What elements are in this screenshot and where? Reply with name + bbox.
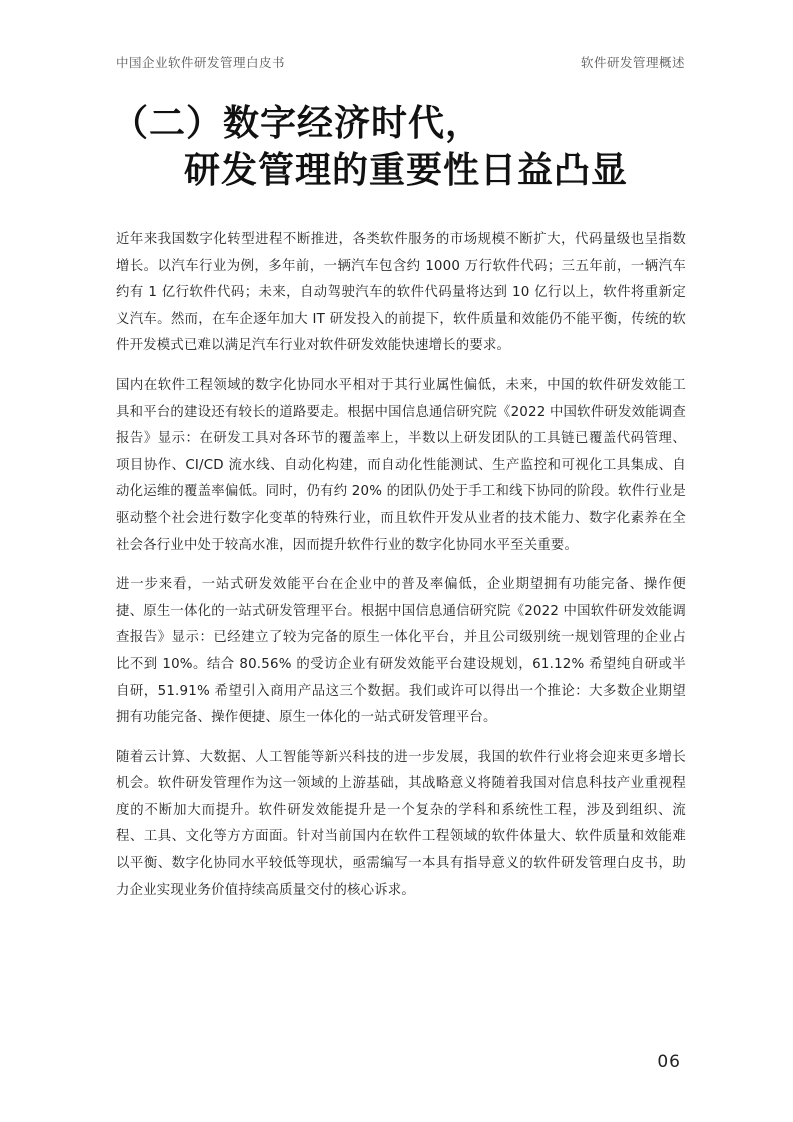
section-title-line-1: （二）数字经济时代，: [112, 103, 483, 144]
paragraph-1: 近年来我国数字化转型进程不断推进，各类软件服务的市场规模不断扩大，代码量级也呈指数增长。以汽车行业为例，多年前，一辆汽车包含约 1000 万行软件代码；三五年前，一辆汽车约有 1 亿行软件代码；未来，自动驾驶汽车的软件代码量将达到 10 亿行以上，软件将重新定义汽车。然而，在车企逐年加大 IT 研发投入的前提下，软件质量和效能仍不能平衡，传统的软件开发模式已难以满足汽车行业对软件研发效能快速增长的要求。: [116, 232, 686, 354]
paragraph-3: 进一步来看，一站式研发效能平台在企业中的普及率偏低，企业期望拥有功能完备、操作便捷、原生一体化的一站式研发管理平台。根据中国信息通信研究院《2022 中国软件研发效能调查报告》显示：已经建立了较为完备的原生一体化平台，并且公司级别统一规划管理的企业占比不到 10%。结合 80.56% 的受访企业有研发效能平台建设规划，61.12% 希望纯自研或半自研，51.91% 希望引入商用产品这三个数据。我们或许可以得出一个推论：大多数企业期望拥有功能完备、操作便捷、原生一体化的一站式研发管理平台。: [116, 577, 686, 726]
paragraph-2: 国内在软件工程领域的数字化协同水平相对于其行业属性偏低，未来，中国的软件研发效能工具和平台的建设还有较长的道路要走。根据中国信息通信研究院《2022 中国软件研发效能调查报告》显示：在研发工具对各环节的覆盖率上，半数以上研发团队的工具链已覆盖代码管理、项目协作、CI/CD 流水线、自动化构建，而自动化性能测试、生产监控和可视化工具集成、自动化运维的覆盖率偏低。同时，仍有约 20% 的团队仍处于手工和线下协同的阶段。软件行业是驱动整个社会进行数字化变革的特殊行业，而且软件开发从业者的技术能力、数字化素养在全社会各行业中处于较高水准，因而提升软件行业的数字化协同水平至关重要。: [116, 377, 686, 553]
header-document-title: 中国企业软件研发管理白皮书: [116, 55, 286, 70]
header-chapter-title: 软件研发管理概述: [580, 55, 685, 70]
body-text: [116, 227, 686, 917]
page-number: 06: [657, 1052, 681, 1072]
section-title: [112, 100, 628, 194]
section-title-line-2: 研发管理的重要性日益凸显: [184, 150, 629, 191]
running-header: [116, 53, 685, 71]
paragraph-4: 随着云计算、大数据、人工智能等新兴科技的进一步发展，我国的软件行业将会迎来更多增长机会。软件研发管理作为这一领域的上游基础，其战略意义将随着我国对信息科技产业重视程度的不断加大而提升。软件研发效能提升是一个复杂的学科和系统性工程，涉及到组织、流程、工具、文化等方方面面。针对当前国内在软件工程领域的软件体量大、软件质量和效能难以平衡、数字化协同水平较低等现状，亟需编写一本具有指导意义的软件研发管理白皮书，助力企业实现业务价值持续高质量交付的核心诉求。: [116, 749, 686, 898]
